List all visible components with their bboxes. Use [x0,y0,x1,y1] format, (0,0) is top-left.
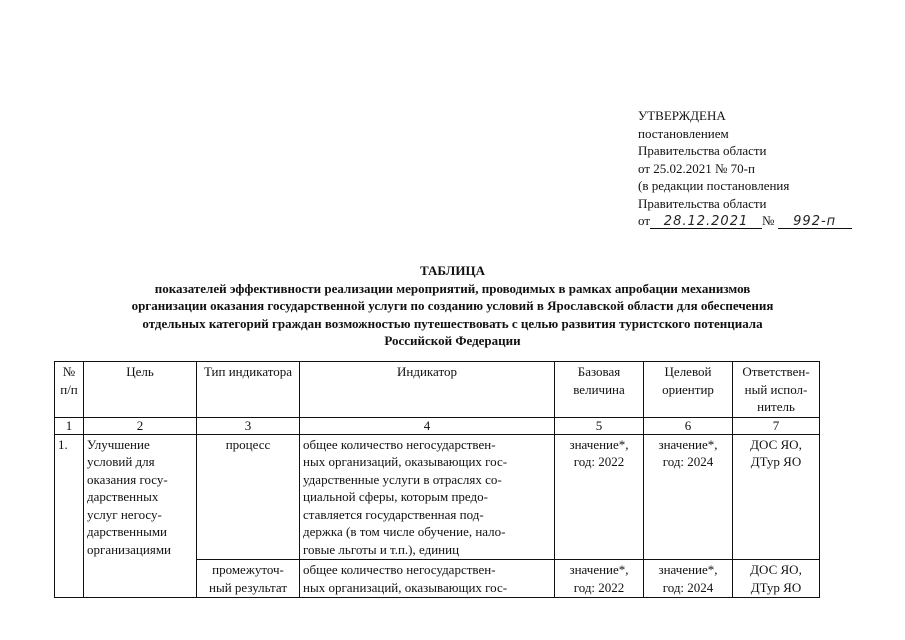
cell-text: год: 2024 [662,454,714,469]
cell-text: говые льготы и т.п.), единиц [303,541,460,557]
cell-text: ных организаций, оказывающих гос- [303,579,508,595]
goal-cell [84,434,197,598]
header-responsible: Ответствен-ный испол-нитель [733,362,820,418]
handwritten-number-field [778,214,852,229]
table-header-row [55,362,820,418]
cell-text: ударственные услуги в отраслях со- [303,471,502,487]
cell-text: ДТур ЯО [750,454,802,469]
cell-text: условий для [87,454,155,469]
cell-text: значение*, [658,562,718,577]
indicators-table [54,361,820,598]
header-indicator: Индикатор [300,362,555,418]
cell-text: общее количество негосударствен- [303,562,496,577]
responsible-cell [733,434,820,560]
cell-text: ставляется государственная под- [303,506,484,522]
cell-text: ных организаций, оказывающих гос- [303,454,508,469]
header-goal: Цель [84,362,197,418]
cell-text: дарственными [87,524,167,539]
approval-title: УТВЕРЖДЕНА [638,108,726,123]
cell-text: оказания госу- [87,471,168,487]
cell-text: ДОС ЯО, [750,562,802,577]
cell-text: циальной сферы, которым предо- [303,489,488,504]
title-line: показателей эффективности реализации мероприятий, проводимых в рамках апробации механизмов [154,280,751,296]
column-number-row [55,417,820,434]
cell-text: услуг негосу- [87,506,162,522]
handwritten-date: 28.12.2021 [663,214,749,229]
column-number: 6 [644,417,733,434]
cell-text: организациями [87,541,171,557]
cell-text: ДОС ЯО, [750,436,802,452]
table-row [55,434,820,560]
cell-text: общее количество негосударствен- [303,436,496,452]
indicator-cell [300,560,555,598]
approval-line: от 25.02.2021 № 70-п [638,160,755,176]
column-number: 2 [84,417,197,434]
target-value-cell [644,560,733,598]
cell-text: значение*, [658,436,718,452]
approval-line: (в редакции постановления [638,178,790,193]
cell-text: год: 2024 [662,579,714,595]
handwritten-date-field [650,214,762,229]
approval-signature-line [638,212,898,230]
responsible-cell [733,560,820,598]
title-heading: ТАБЛИЦА [420,263,485,278]
title-line: организации оказания государственной услуги по созданию условий в Ярославской области для обеспечения [131,298,774,313]
approval-line: Правительства области [638,195,767,211]
type-cell [197,560,300,598]
header-num: № п/п [55,362,84,418]
cell-text: держка (в том числе обучение, нало- [303,524,506,539]
cell-text: Улучшение [87,436,150,452]
cell-text: промежуточ- [212,562,284,577]
row-number: 1. [55,434,84,598]
column-number: 1 [55,417,84,434]
column-number: 3 [197,417,300,434]
approval-prefix: от [638,213,651,228]
header-base: Базовая величина [555,362,644,418]
cell-text: дарственных [87,489,159,504]
column-number: 4 [300,417,555,434]
header-target: Целевой ориентир [644,362,733,418]
cell-text: год: 2022 [573,454,625,469]
document-title [40,262,865,350]
approval-stamp [638,107,898,230]
cell-text: значение*, [569,562,629,577]
indicator-cell [300,434,555,560]
type-cell: процесс [197,434,300,560]
column-number: 7 [733,417,820,434]
title-line: Российской Федерации [384,333,521,348]
base-value-cell [555,434,644,560]
target-value-cell [644,434,733,560]
approval-line: Правительства области [638,143,767,158]
approval-line: постановлением [638,125,729,141]
number-sign: № [762,213,775,228]
cell-text: ДТур ЯО [750,579,802,595]
cell-text: значение*, [569,436,629,452]
title-line: отдельных категорий граждан возможностью путешествовать с целью развития туристского потенциала [142,315,763,331]
header-type: Тип индикатора [197,362,300,418]
column-number: 5 [555,417,644,434]
cell-text: год: 2022 [573,579,625,595]
handwritten-number: 992-п [793,214,837,229]
base-value-cell [555,560,644,598]
cell-text: ный результат [209,579,287,595]
